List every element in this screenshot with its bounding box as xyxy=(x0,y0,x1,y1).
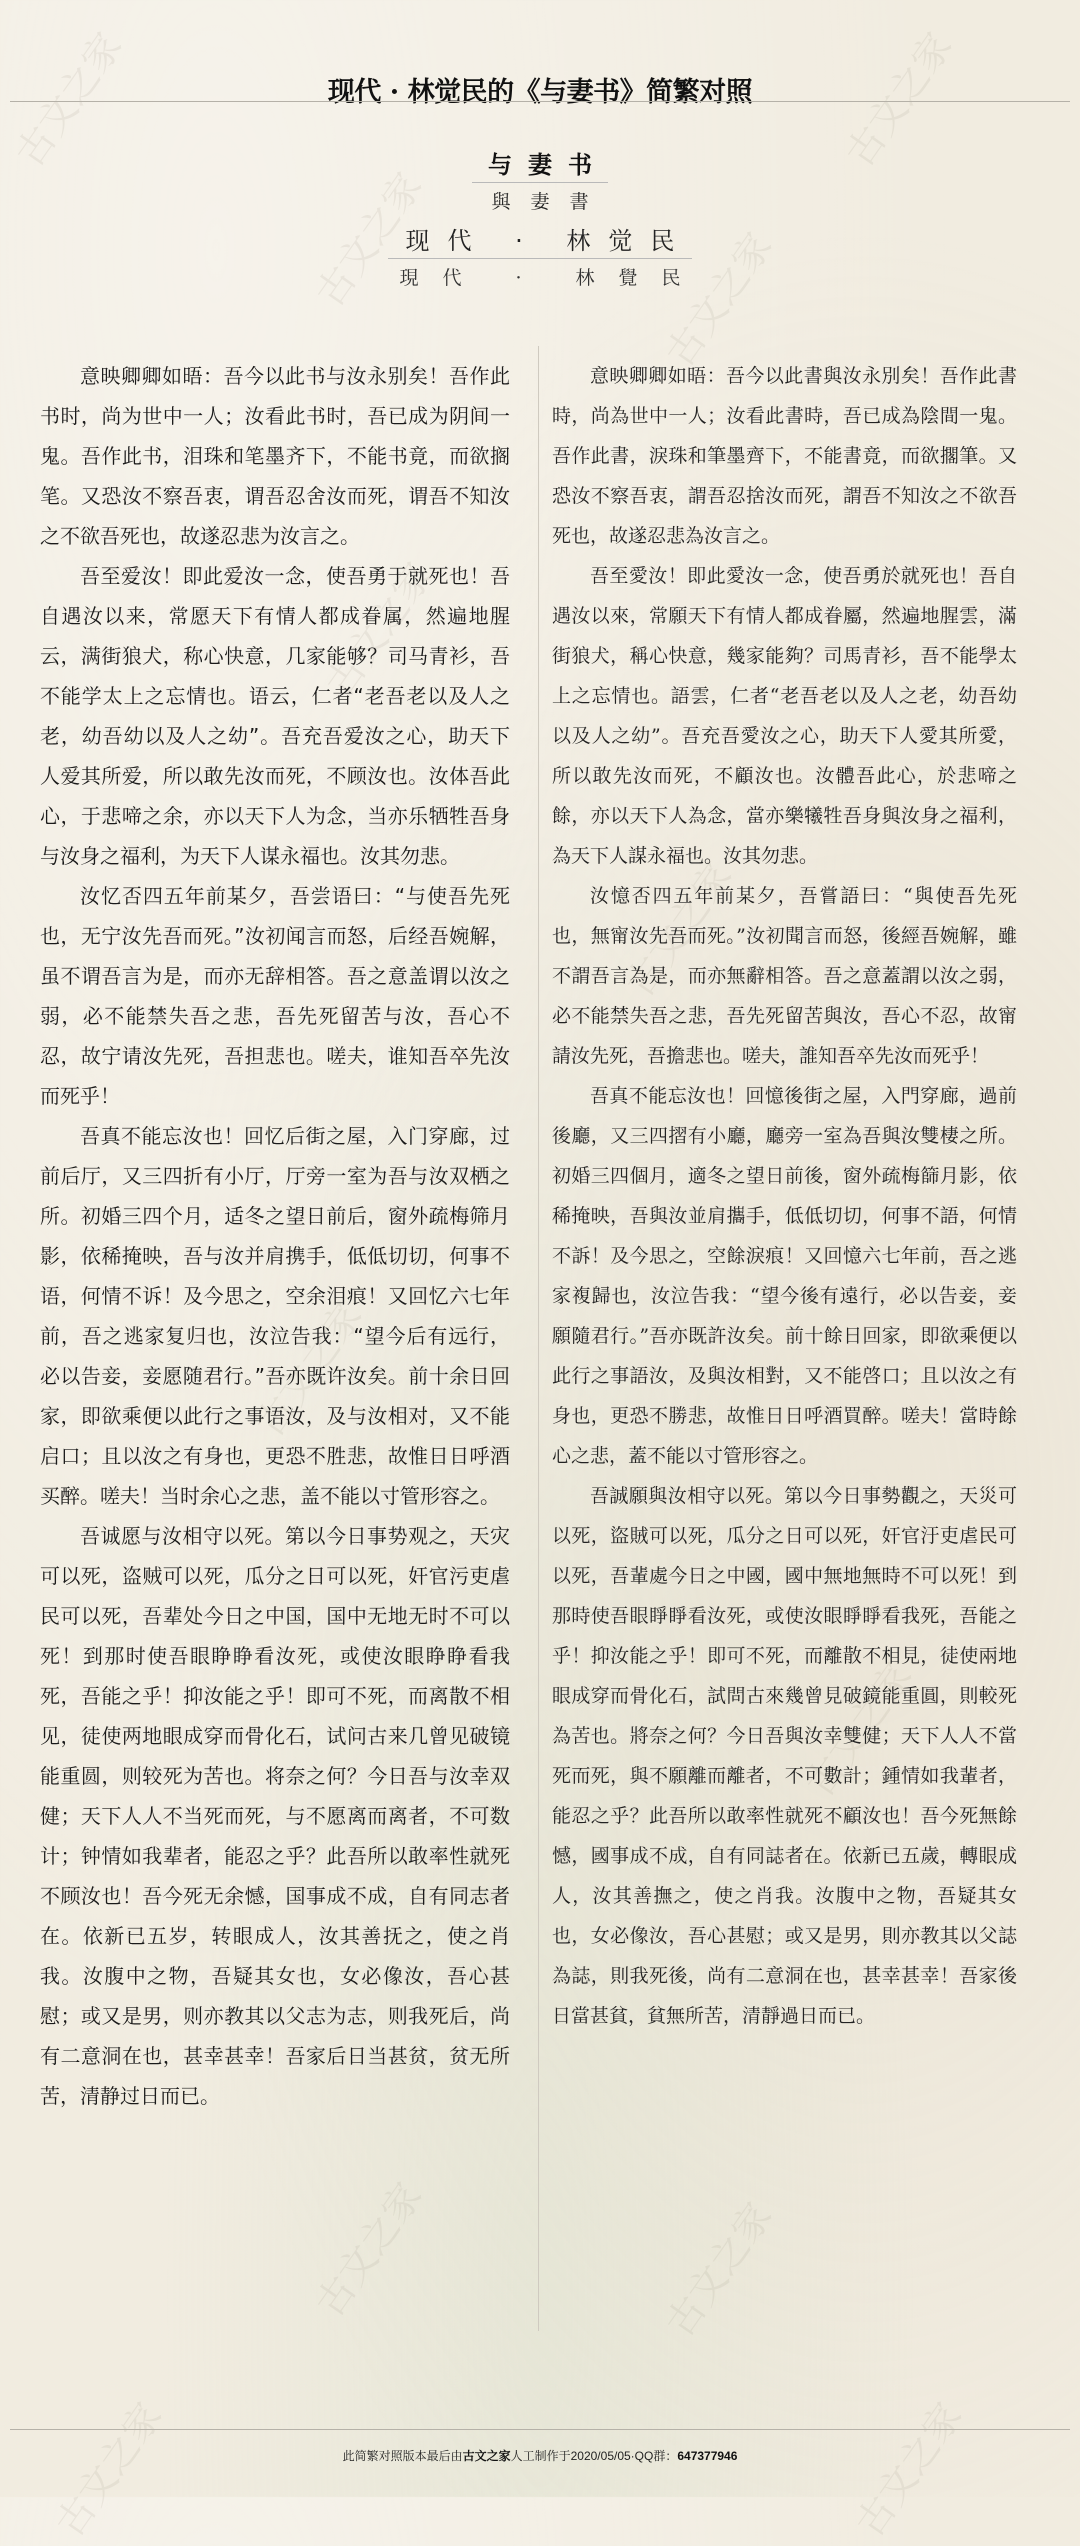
watermark: 古文之家 xyxy=(317,554,441,705)
paragraph: 汝忆否四五年前某夕，吾尝语曰：“与使吾先死也，无宁汝先吾而死。”汝初闻言而怒，后经吾婉解，虽不谓吾言为是，而亦无辞相答。吾之意盖谓以汝之弱，必不能禁失吾之悲，吾先死留苦与汝，吾心不忍，故宁请汝先死，吾担悲也。嗟夫，谁知吾卒先汝而死乎！ xyxy=(40,884,510,1108)
watermark: 古文之家 xyxy=(837,24,961,175)
watermark: 古文之家 xyxy=(7,24,131,175)
watermark: 古文之家 xyxy=(307,164,431,315)
paragraph: 汝憶否四五年前某夕，吾嘗語曰：“與使吾先死也，無甯汝先吾而死。”汝初聞言而怒，後經吾婉解，雖不謂吾言為是，而亦無辭相答。吾之意蓋謂以汝之弱，必不能禁失吾之悲，吾先死留苦與汝，吾心不忍，故甯請汝先死，吾擔悲也。嗟夫，誰知吾卒先汝而死乎！ xyxy=(552,885,1017,1067)
traditional-column xyxy=(552,356,1017,2036)
header-divider xyxy=(10,101,1070,102)
watermark: 古文之家 xyxy=(657,224,781,375)
paragraph: 吾真不能忘汝也！回忆后街之屋，入门穿廊，过前后厅，又三四折有小厅，厅旁一室为吾与汝双栖之所。初婚三四个月，适冬之望日前后，窗外疏梅筛月影，依稀掩映，吾与汝并肩携手，低低切切，何事不语，何情不诉！及今思之，空余泪痕！又回忆六七年前，吾之逃家复归也，汝泣告我：“望今后有远行，必以告妾，妾愿随君行。”吾亦既许汝矣。前十余日回家，即欲乘便以此行之事语汝，及与汝相对，又不能启口；且以汝之有身也，更恐不胜悲，故惟日日呼酒买醉。嗟夫！当时余心之悲，盖不能以寸管形容之。 xyxy=(40,1124,510,1508)
watermark: 古文之家 xyxy=(657,2194,781,2345)
title-block xyxy=(0,150,1080,290)
footer xyxy=(0,2447,1080,2464)
qq-group-number: 647377946 xyxy=(677,2449,738,2463)
paragraph: 吾诚愿与汝相守以死。第以今日事势观之，天灾可以死，盗贼可以死，瓜分之日可以死，奸官污吏虐民可以死，吾辈处今日之中国，国中无地无时不可以死！到那时使吾眼睁睁看汝死，或使汝眼睁睁看我死，吾能之乎！抑汝能之乎！即可不死，而离散不相见，徒使两地眼成穿而骨化石，试问古来几曾见破镜能重圆，则较死为苦也。将奈之何？今日吾与汝幸双健；天下人人不当死而死，与不愿离而离者，不可数计；钟情如我辈者，能忍之乎？此吾所以敢率性就死不顾汝也！吾今死无余憾，国事成不成，自有同志者在。依新已五岁，转眼成人，汝其善抚之，使之肖我。汝腹中之物，吾疑其女也，女必像汝，吾心甚慰；或又是男，则亦教其以父志为志，则我死后，尚有二意洞在也，甚幸甚幸！吾家后日当甚贫，贫无所苦，清静过日而已。 xyxy=(40,1524,510,2108)
paragraph: 吾誠願與汝相守以死。第以今日事勢觀之，天災可以死，盜賊可以死，瓜分之日可以死，奸官汙吏虐民可以死，吾輩處今日之中國，國中無地無時不可以死！到那時使吾眼睜睜看汝死，或使汝眼睜睜看我死，吾能之乎！抑汝能之乎！即可不死，而離散不相見，徒使兩地眼成穿而骨化石，試問古來幾曾見破鏡能重圓，則較死為苦也。將奈之何？今日吾與汝幸雙健；天下人人不當死而死，與不願離而離者，不可數計；鍾情如我輩者，能忍之乎？此吾所以敢率性就死不顧汝也！吾今死無餘憾，國事成不成，自有同誌者在。依新已五歲，轉眼成人，汝其善撫之，使之肖我。汝腹中之物，吾疑其女也，女必像汝，吾心甚慰；或又是男，則亦教其以父誌為誌，則我死後，尚有二意洞在也，甚幸甚幸！吾家後日當甚貧，貧無所苦，清靜過日而已。 xyxy=(552,1485,1017,2027)
title-simplified: 与妻书 xyxy=(472,150,608,183)
watermark: 古文之家 xyxy=(617,854,741,1005)
footer-middle: 人工制作于2020/05/05·QQ群： xyxy=(510,2449,678,2463)
footer-prefix: 此简繁对照版本最后由 xyxy=(342,2449,463,2463)
watermark: 古文之家 xyxy=(797,1654,921,1805)
author-traditional: 現代 · 林覺民 xyxy=(399,267,705,289)
paragraph: 吾至爱汝！即此爱汝一念，使吾勇于就死也！吾自遇汝以来，常愿天下有情人都成眷属，然遍地腥云，满街狼犬，称心快意，几家能够？司马青衫，吾不能学太上之忘情也。语云，仁者“老吾老以及人之老，幼吾幼以及人之幼”。吾充吾爱汝之心，助天下人爱其所爱，所以敢先汝而死，不顾汝也。汝体吾此心，于悲啼之余，亦以天下人为念，当亦乐牺牲吾身与汝身之福利，为天下人谋永福也。汝其勿悲。 xyxy=(40,564,510,868)
paragraph: 意映卿卿如晤：吾今以此书与汝永别矣！吾作此书时，尚为世中一人；汝看此书时，吾已成为阴间一鬼。吾作此书，泪珠和笔墨齐下，不能书竟，而欲搁笔。又恐汝不察吾衷，谓吾忍舍汝而死，谓吾不知汝之不欲吾死也，故遂忍悲为汝言之。 xyxy=(40,364,510,548)
title-traditional: 與妻書 xyxy=(491,191,609,213)
author-simplified: 现代 · 林觉民 xyxy=(388,226,693,259)
simplified-column xyxy=(40,356,510,2116)
watermark: 古文之家 xyxy=(307,2174,431,2325)
footer-divider xyxy=(10,2429,1070,2430)
paragraph: 意映卿卿如晤：吾今以此書與汝永別矣！吾作此書時，尚為世中一人；汝看此書時，吾已成為陰間一鬼。吾作此書，淚珠和筆墨齊下，不能書竟，而欲擱筆。又恐汝不察吾衷，謂吾忍捨汝而死，謂吾不知汝之不欲吾死也，故遂忍悲為汝言之。 xyxy=(552,365,1017,547)
page-title: 现代 · 林觉民的《与妻书》简繁对照 xyxy=(327,77,753,109)
paragraph: 吾至愛汝！即此愛汝一念，使吾勇於就死也！吾自遇汝以來，常願天下有情人都成眷屬，然遍地腥雲，滿街狼犬，稱心快意，幾家能夠？司馬青衫，吾不能學太上之忘情也。語雲，仁者“老吾老以及人之老，幼吾幼以及人之幼”。吾充吾愛汝之心，助天下人愛其所愛，所以敢先汝而死，不顧汝也。汝體吾此心，於悲啼之餘，亦以天下人為念，當亦樂犧牲吾身與汝身之福利，為天下人謀永福也。汝其勿悲。 xyxy=(552,565,1017,867)
paragraph: 吾真不能忘汝也！回憶後街之屋，入門穿廊，過前後廳，又三四摺有小廳，廳旁一室為吾與汝雙棲之所。初婚三四個月，適冬之望日前後，窗外疏梅篩月影，依稀掩映，吾與汝並肩攜手，低低切切，何事不語，何情不訴！及今思之，空餘淚痕！又回憶六七年前，吾之逃家複歸也，汝泣告我：“望今後有遠行，必以告妾，妾願隨君行。”吾亦既許汝矣。前十餘日回家，即欲乘便以此行之事語汝，及與汝相對，又不能啓口；且以汝之有身也，更恐不勝悲，故惟日日呼酒買醉。嗟夫！當時餘心之悲，蓋不能以寸管形容之。 xyxy=(552,1085,1017,1467)
watermark: 古文之家 xyxy=(247,1294,371,1445)
watermark: 古文之家 xyxy=(847,2394,971,2545)
site-name-link[interactable]: 古文之家 xyxy=(462,2449,511,2463)
watermark: 古文之家 xyxy=(47,2394,171,2545)
column-divider xyxy=(538,346,539,2331)
